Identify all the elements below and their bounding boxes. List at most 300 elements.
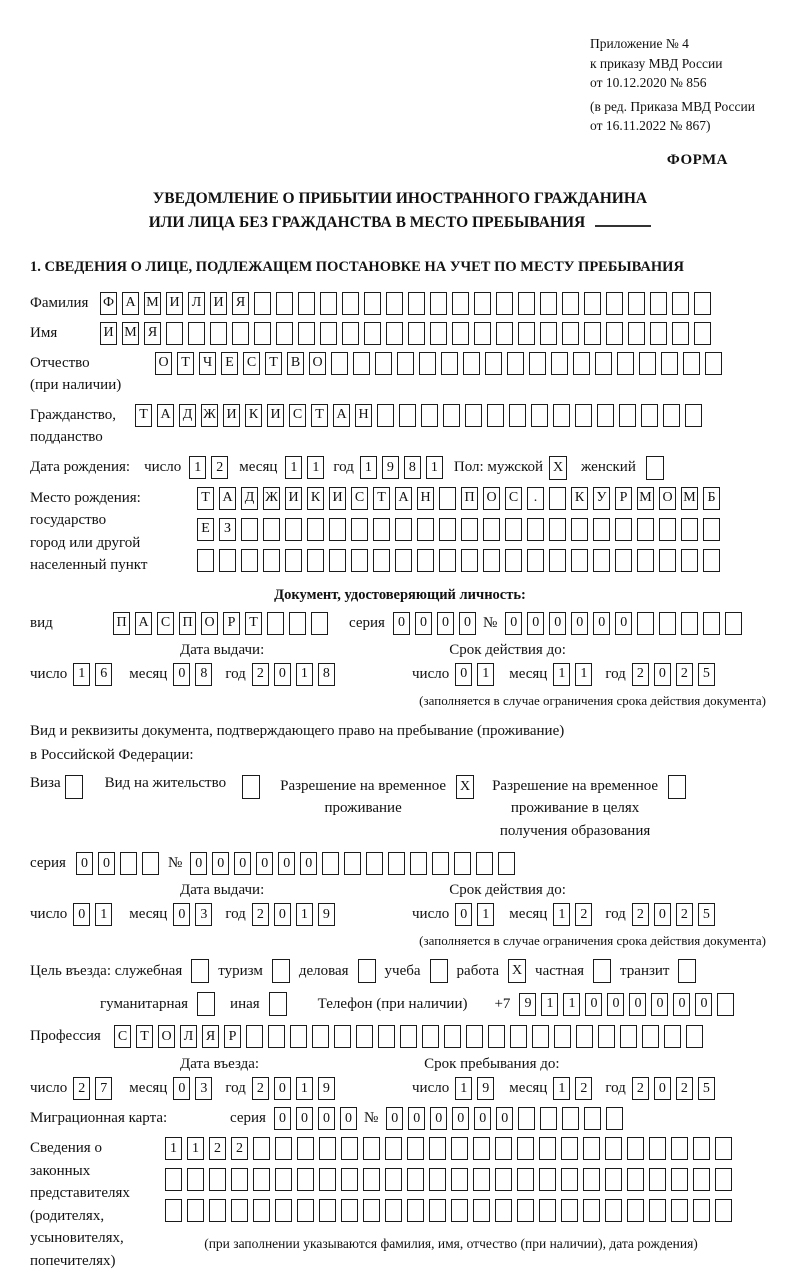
- char-box[interactable]: [507, 352, 524, 375]
- char-box[interactable]: [461, 549, 478, 572]
- char-box[interactable]: [620, 1025, 637, 1048]
- char-box[interactable]: Р: [615, 487, 632, 510]
- doc-number-input[interactable]: [505, 612, 747, 635]
- char-box[interactable]: [419, 352, 436, 375]
- char-box[interactable]: Я: [202, 1025, 219, 1048]
- char-box[interactable]: [488, 1025, 505, 1048]
- char-box[interactable]: [562, 322, 579, 345]
- char-box[interactable]: [583, 1137, 600, 1160]
- char-box[interactable]: 0: [695, 993, 712, 1016]
- char-box[interactable]: [219, 549, 236, 572]
- migration-series-input[interactable]: [274, 1107, 362, 1130]
- char-box[interactable]: [725, 612, 742, 635]
- char-box[interactable]: [429, 1137, 446, 1160]
- char-box[interactable]: [432, 852, 449, 875]
- char-box[interactable]: [605, 1168, 622, 1191]
- char-box[interactable]: [417, 549, 434, 572]
- stay-doc-number-input[interactable]: [190, 852, 520, 875]
- char-box[interactable]: 0: [173, 1077, 190, 1100]
- char-box[interactable]: Р: [224, 1025, 241, 1048]
- char-box[interactable]: .: [527, 487, 544, 510]
- char-box[interactable]: [430, 322, 447, 345]
- char-box[interactable]: 0: [452, 1107, 469, 1130]
- legal-rep-line3-input[interactable]: [165, 1199, 737, 1222]
- char-box[interactable]: [276, 292, 293, 315]
- char-box[interactable]: [715, 1199, 732, 1222]
- char-box[interactable]: 5: [698, 663, 715, 686]
- char-box[interactable]: С: [243, 352, 260, 375]
- char-box[interactable]: [540, 322, 557, 345]
- char-box[interactable]: 2: [575, 1077, 592, 1100]
- char-box[interactable]: [231, 1199, 248, 1222]
- char-box[interactable]: 1: [553, 903, 570, 926]
- char-box[interactable]: [476, 852, 493, 875]
- entry-year[interactable]: [252, 1077, 340, 1100]
- char-box[interactable]: [400, 1025, 417, 1048]
- char-box[interactable]: 1: [553, 663, 570, 686]
- char-box[interactable]: [334, 1025, 351, 1048]
- char-box[interactable]: 0: [234, 852, 251, 875]
- char-box[interactable]: [593, 518, 610, 541]
- char-box[interactable]: [210, 322, 227, 345]
- char-box[interactable]: [187, 1199, 204, 1222]
- char-box[interactable]: [495, 1199, 512, 1222]
- char-box[interactable]: [441, 352, 458, 375]
- char-box[interactable]: [395, 549, 412, 572]
- doc-issue-year[interactable]: [252, 663, 340, 686]
- char-box[interactable]: [386, 322, 403, 345]
- char-box[interactable]: 0: [274, 663, 291, 686]
- char-box[interactable]: 0: [585, 993, 602, 1016]
- char-box[interactable]: [363, 1137, 380, 1160]
- char-box[interactable]: [399, 404, 416, 427]
- char-box[interactable]: [694, 322, 711, 345]
- birth-day-input[interactable]: [189, 456, 233, 479]
- char-box[interactable]: [583, 1168, 600, 1191]
- char-box[interactable]: 9: [519, 993, 536, 1016]
- char-box[interactable]: [483, 518, 500, 541]
- char-box[interactable]: [232, 322, 249, 345]
- char-box[interactable]: 0: [173, 903, 190, 926]
- char-box[interactable]: [495, 1137, 512, 1160]
- char-box[interactable]: [681, 549, 698, 572]
- char-box[interactable]: [517, 1199, 534, 1222]
- char-box[interactable]: М: [681, 487, 698, 510]
- profession-input[interactable]: [114, 1025, 708, 1048]
- char-box[interactable]: [275, 1137, 292, 1160]
- char-box[interactable]: [397, 352, 414, 375]
- char-box[interactable]: [439, 549, 456, 572]
- char-box[interactable]: [267, 612, 284, 635]
- char-box[interactable]: С: [114, 1025, 131, 1048]
- birthplace-line2-input[interactable]: [197, 518, 725, 541]
- char-box[interactable]: [356, 1025, 373, 1048]
- char-box[interactable]: А: [135, 612, 152, 635]
- purpose-private-checkbox[interactable]: [593, 959, 611, 983]
- char-box[interactable]: П: [461, 487, 478, 510]
- char-box[interactable]: 5: [698, 903, 715, 926]
- char-box[interactable]: [584, 1107, 601, 1130]
- char-box[interactable]: 0: [278, 852, 295, 875]
- char-box[interactable]: [649, 1137, 666, 1160]
- char-box[interactable]: [549, 518, 566, 541]
- char-box[interactable]: О: [158, 1025, 175, 1048]
- char-box[interactable]: 2: [252, 1077, 269, 1100]
- char-box[interactable]: [451, 1199, 468, 1222]
- char-box[interactable]: 2: [252, 663, 269, 686]
- char-box[interactable]: [483, 549, 500, 572]
- char-box[interactable]: [421, 404, 438, 427]
- char-box[interactable]: [407, 1137, 424, 1160]
- char-box[interactable]: [605, 1137, 622, 1160]
- char-box[interactable]: [275, 1199, 292, 1222]
- char-box[interactable]: [598, 1025, 615, 1048]
- char-box[interactable]: [606, 1107, 623, 1130]
- char-box[interactable]: 1: [426, 456, 443, 479]
- char-box[interactable]: Е: [197, 518, 214, 541]
- char-box[interactable]: [320, 292, 337, 315]
- char-box[interactable]: [320, 322, 337, 345]
- char-box[interactable]: 9: [382, 456, 399, 479]
- char-box[interactable]: [505, 549, 522, 572]
- char-box[interactable]: [386, 292, 403, 315]
- purpose-work-checkbox[interactable]: X: [508, 959, 526, 983]
- purpose-tourism-checkbox[interactable]: [272, 959, 290, 983]
- char-box[interactable]: К: [307, 487, 324, 510]
- entry-day[interactable]: [73, 1077, 117, 1100]
- char-box[interactable]: [329, 518, 346, 541]
- char-box[interactable]: 0: [607, 993, 624, 1016]
- char-box[interactable]: [197, 549, 214, 572]
- char-box[interactable]: [439, 518, 456, 541]
- char-box[interactable]: 0: [296, 1107, 313, 1130]
- char-box[interactable]: 0: [505, 612, 522, 635]
- char-box[interactable]: [549, 487, 566, 510]
- char-box[interactable]: [659, 612, 676, 635]
- char-box[interactable]: [671, 1137, 688, 1160]
- char-box[interactable]: [363, 1168, 380, 1191]
- char-box[interactable]: [561, 1199, 578, 1222]
- char-box[interactable]: 1: [575, 663, 592, 686]
- char-box[interactable]: [341, 1168, 358, 1191]
- char-box[interactable]: [517, 1137, 534, 1160]
- char-box[interactable]: [539, 1168, 556, 1191]
- char-box[interactable]: [505, 518, 522, 541]
- char-box[interactable]: [703, 518, 720, 541]
- citizenship-input[interactable]: [135, 404, 707, 427]
- char-box[interactable]: 0: [76, 852, 93, 875]
- char-box[interactable]: А: [157, 404, 174, 427]
- char-box[interactable]: [686, 1025, 703, 1048]
- char-box[interactable]: [554, 1025, 571, 1048]
- char-box[interactable]: [529, 352, 546, 375]
- char-box[interactable]: [165, 1168, 182, 1191]
- char-box[interactable]: Д: [179, 404, 196, 427]
- char-box[interactable]: Т: [265, 352, 282, 375]
- char-box[interactable]: 1: [285, 456, 302, 479]
- char-box[interactable]: Ф: [100, 292, 117, 315]
- char-box[interactable]: 2: [676, 663, 693, 686]
- char-box[interactable]: [627, 1168, 644, 1191]
- char-box[interactable]: [353, 352, 370, 375]
- char-box[interactable]: [276, 322, 293, 345]
- char-box[interactable]: 3: [195, 1077, 212, 1100]
- char-box[interactable]: [487, 404, 504, 427]
- char-box[interactable]: 0: [256, 852, 273, 875]
- char-box[interactable]: [495, 1168, 512, 1191]
- char-box[interactable]: 1: [541, 993, 558, 1016]
- char-box[interactable]: [693, 1137, 710, 1160]
- char-box[interactable]: 6: [95, 663, 112, 686]
- char-box[interactable]: Т: [197, 487, 214, 510]
- char-box[interactable]: [366, 852, 383, 875]
- char-box[interactable]: [246, 1025, 263, 1048]
- char-box[interactable]: И: [223, 404, 240, 427]
- char-box[interactable]: 0: [629, 993, 646, 1016]
- char-box[interactable]: [672, 292, 689, 315]
- birthplace-line1-input[interactable]: [197, 487, 725, 510]
- char-box[interactable]: О: [483, 487, 500, 510]
- char-box[interactable]: [531, 404, 548, 427]
- char-box[interactable]: [571, 549, 588, 572]
- char-box[interactable]: [275, 1168, 292, 1191]
- char-box[interactable]: Т: [177, 352, 194, 375]
- char-box[interactable]: [307, 549, 324, 572]
- char-box[interactable]: [429, 1168, 446, 1191]
- char-box[interactable]: [329, 549, 346, 572]
- char-box[interactable]: [373, 518, 390, 541]
- char-box[interactable]: Н: [355, 404, 372, 427]
- char-box[interactable]: 8: [318, 663, 335, 686]
- stay-until-month[interactable]: [553, 1077, 597, 1100]
- char-box[interactable]: 1: [187, 1137, 204, 1160]
- char-box[interactable]: Т: [373, 487, 390, 510]
- char-box[interactable]: Е: [221, 352, 238, 375]
- char-box[interactable]: [297, 1199, 314, 1222]
- temp-permit-edu-checkbox[interactable]: [668, 775, 686, 799]
- char-box[interactable]: М: [637, 487, 654, 510]
- char-box[interactable]: 1: [296, 663, 313, 686]
- char-box[interactable]: [373, 549, 390, 572]
- char-box[interactable]: [253, 1199, 270, 1222]
- char-box[interactable]: [681, 518, 698, 541]
- char-box[interactable]: [385, 1199, 402, 1222]
- char-box[interactable]: [231, 1168, 248, 1191]
- char-box[interactable]: [209, 1199, 226, 1222]
- char-box[interactable]: [685, 404, 702, 427]
- char-box[interactable]: [664, 1025, 681, 1048]
- char-box[interactable]: [254, 322, 271, 345]
- char-box[interactable]: [407, 1199, 424, 1222]
- char-box[interactable]: [444, 1025, 461, 1048]
- char-box[interactable]: [429, 1199, 446, 1222]
- char-box[interactable]: [496, 322, 513, 345]
- char-box[interactable]: 1: [477, 663, 494, 686]
- char-box[interactable]: [311, 612, 328, 635]
- char-box[interactable]: 0: [437, 612, 454, 635]
- char-box[interactable]: 2: [676, 1077, 693, 1100]
- char-box[interactable]: [518, 1107, 535, 1130]
- char-box[interactable]: [540, 1107, 557, 1130]
- char-box[interactable]: [331, 352, 348, 375]
- char-box[interactable]: [637, 612, 654, 635]
- char-box[interactable]: 0: [654, 663, 671, 686]
- char-box[interactable]: З: [219, 518, 236, 541]
- char-box[interactable]: [351, 549, 368, 572]
- char-box[interactable]: [671, 1199, 688, 1222]
- char-box[interactable]: 0: [98, 852, 115, 875]
- char-box[interactable]: И: [329, 487, 346, 510]
- purpose-study-checkbox[interactable]: [430, 959, 448, 983]
- char-box[interactable]: [583, 1199, 600, 1222]
- char-box[interactable]: М: [144, 292, 161, 315]
- char-box[interactable]: [649, 1168, 666, 1191]
- char-box[interactable]: [474, 292, 491, 315]
- char-box[interactable]: [417, 518, 434, 541]
- char-box[interactable]: [342, 322, 359, 345]
- char-box[interactable]: 1: [360, 456, 377, 479]
- char-box[interactable]: [268, 1025, 285, 1048]
- char-box[interactable]: 0: [408, 1107, 425, 1130]
- char-box[interactable]: [551, 352, 568, 375]
- char-box[interactable]: И: [100, 322, 117, 345]
- char-box[interactable]: [364, 292, 381, 315]
- char-box[interactable]: А: [333, 404, 350, 427]
- doc-series-input[interactable]: [393, 612, 481, 635]
- char-box[interactable]: [344, 852, 361, 875]
- char-box[interactable]: [443, 404, 460, 427]
- char-box[interactable]: 0: [173, 663, 190, 686]
- char-box[interactable]: [628, 322, 645, 345]
- char-box[interactable]: И: [267, 404, 284, 427]
- char-box[interactable]: [312, 1025, 329, 1048]
- char-box[interactable]: [661, 352, 678, 375]
- char-box[interactable]: [408, 292, 425, 315]
- char-box[interactable]: 1: [455, 1077, 472, 1100]
- char-box[interactable]: Я: [232, 292, 249, 315]
- residence-permit-checkbox[interactable]: [242, 775, 260, 799]
- char-box[interactable]: 0: [474, 1107, 491, 1130]
- char-box[interactable]: [639, 352, 656, 375]
- char-box[interactable]: 0: [318, 1107, 335, 1130]
- birth-month-input[interactable]: [285, 456, 329, 479]
- char-box[interactable]: 3: [195, 903, 212, 926]
- char-box[interactable]: [571, 518, 588, 541]
- char-box[interactable]: 0: [73, 903, 90, 926]
- char-box[interactable]: С: [157, 612, 174, 635]
- char-box[interactable]: 2: [632, 903, 649, 926]
- legal-rep-line1-input[interactable]: [165, 1137, 737, 1160]
- char-box[interactable]: [510, 1025, 527, 1048]
- char-box[interactable]: 0: [274, 903, 291, 926]
- char-box[interactable]: [363, 1199, 380, 1222]
- char-box[interactable]: О: [659, 487, 676, 510]
- char-box[interactable]: 1: [165, 1137, 182, 1160]
- name-input[interactable]: [100, 322, 716, 345]
- char-box[interactable]: [289, 612, 306, 635]
- char-box[interactable]: [619, 404, 636, 427]
- char-box[interactable]: [642, 1025, 659, 1048]
- char-box[interactable]: [407, 1168, 424, 1191]
- char-box[interactable]: [364, 322, 381, 345]
- char-box[interactable]: А: [219, 487, 236, 510]
- legal-rep-line2-input[interactable]: [165, 1168, 737, 1191]
- char-box[interactable]: [627, 1199, 644, 1222]
- char-box[interactable]: [473, 1199, 490, 1222]
- char-box[interactable]: [341, 1137, 358, 1160]
- char-box[interactable]: 1: [296, 1077, 313, 1100]
- char-box[interactable]: 1: [553, 1077, 570, 1100]
- char-box[interactable]: [290, 1025, 307, 1048]
- char-box[interactable]: [298, 292, 315, 315]
- char-box[interactable]: Т: [245, 612, 262, 635]
- char-box[interactable]: [561, 1137, 578, 1160]
- char-box[interactable]: 9: [318, 903, 335, 926]
- sex-female-checkbox[interactable]: [646, 456, 664, 480]
- char-box[interactable]: [395, 518, 412, 541]
- char-box[interactable]: [627, 1137, 644, 1160]
- temp-permit-checkbox[interactable]: X: [456, 775, 474, 799]
- purpose-business-checkbox[interactable]: [358, 959, 376, 983]
- char-box[interactable]: [142, 852, 159, 875]
- char-box[interactable]: 1: [477, 903, 494, 926]
- char-box[interactable]: [539, 1137, 556, 1160]
- char-box[interactable]: [683, 352, 700, 375]
- char-box[interactable]: 0: [393, 612, 410, 635]
- char-box[interactable]: [241, 549, 258, 572]
- char-box[interactable]: [693, 1199, 710, 1222]
- char-box[interactable]: [717, 993, 734, 1016]
- char-box[interactable]: 2: [211, 456, 228, 479]
- purpose-other-checkbox[interactable]: [269, 992, 287, 1016]
- char-box[interactable]: [715, 1137, 732, 1160]
- char-box[interactable]: [209, 1168, 226, 1191]
- char-box[interactable]: [322, 852, 339, 875]
- char-box[interactable]: [298, 322, 315, 345]
- char-box[interactable]: 0: [274, 1077, 291, 1100]
- char-box[interactable]: [341, 1199, 358, 1222]
- char-box[interactable]: [641, 404, 658, 427]
- char-box[interactable]: У: [593, 487, 610, 510]
- char-box[interactable]: [649, 1199, 666, 1222]
- char-box[interactable]: [553, 404, 570, 427]
- char-box[interactable]: [473, 1168, 490, 1191]
- char-box[interactable]: 0: [615, 612, 632, 635]
- char-box[interactable]: [342, 292, 359, 315]
- char-box[interactable]: [385, 1137, 402, 1160]
- char-box[interactable]: А: [395, 487, 412, 510]
- char-box[interactable]: [254, 292, 271, 315]
- char-box[interactable]: 9: [318, 1077, 335, 1100]
- char-box[interactable]: [561, 1168, 578, 1191]
- char-box[interactable]: 0: [593, 612, 610, 635]
- char-box[interactable]: [628, 292, 645, 315]
- char-box[interactable]: [518, 292, 535, 315]
- char-box[interactable]: [188, 322, 205, 345]
- char-box[interactable]: [672, 322, 689, 345]
- char-box[interactable]: [263, 518, 280, 541]
- char-box[interactable]: [285, 518, 302, 541]
- char-box[interactable]: [319, 1199, 336, 1222]
- stay-doc-issue-year[interactable]: [252, 903, 340, 926]
- char-box[interactable]: Б: [703, 487, 720, 510]
- char-box[interactable]: 2: [632, 663, 649, 686]
- char-box[interactable]: [461, 518, 478, 541]
- char-box[interactable]: [518, 322, 535, 345]
- patronymic-input[interactable]: [155, 352, 727, 375]
- stay-until-day[interactable]: [455, 1077, 499, 1100]
- char-box[interactable]: 0: [386, 1107, 403, 1130]
